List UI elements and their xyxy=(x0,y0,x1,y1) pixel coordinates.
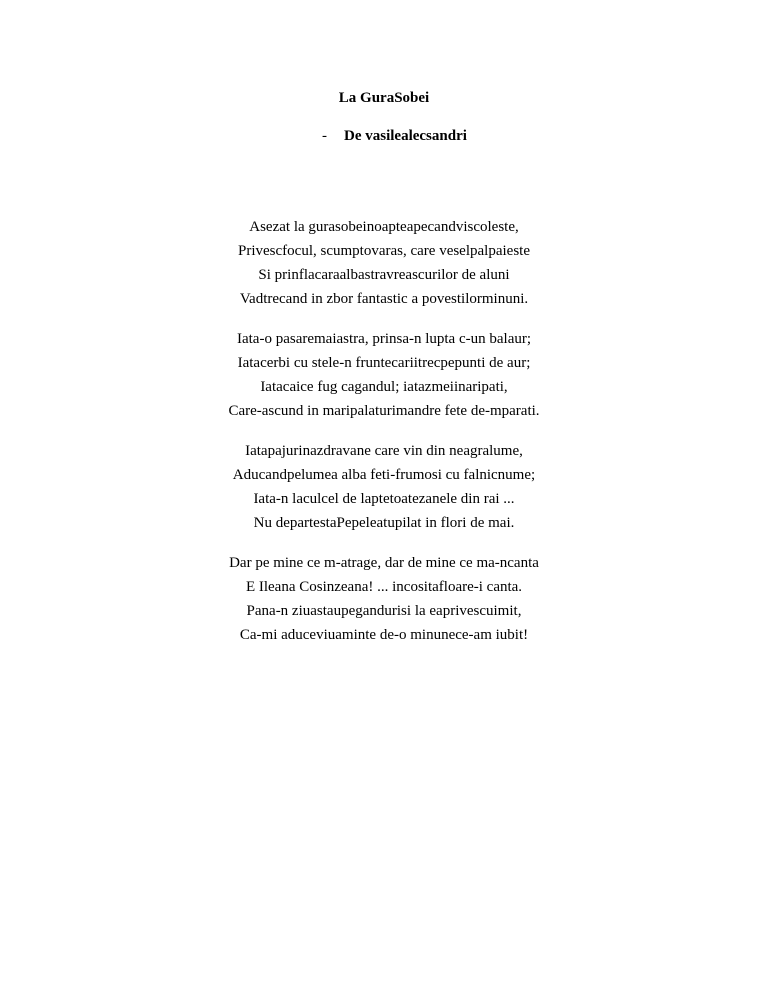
poem-line: Asezat la gurasobeinoapteapecandviscoleste, xyxy=(249,219,519,235)
poem-line: Si prinflacaraalbastravreascurilor de aluni xyxy=(258,267,510,283)
poem-line: Iatacaice fug cagandul; iatazmeiinaripati, xyxy=(260,379,508,395)
poem-line: Privescfocul, scumptovaras, care veselpalpaieste xyxy=(238,243,530,259)
poem-line: Nu departestaPepeleatupilat in flori de mai. xyxy=(253,515,515,531)
poem-line: Pana-n ziuastaupegandurisi la eaprivescuimit, xyxy=(246,603,522,619)
stanza-3 xyxy=(0,441,768,533)
poem-line: Iata-n laculcel de laptetoatezanele din rai ... xyxy=(253,491,515,507)
poem-line: Iatacerbi cu stele-n fruntecariitrecpepunti de aur; xyxy=(237,355,531,371)
poem-line: Care-ascund in maripalaturimandre fete de-mparati. xyxy=(228,403,540,419)
byline-author: De vasilealecsandri xyxy=(344,128,467,144)
poem-line: Ca-mi aduceviuaminte de-o minunece-am iubit! xyxy=(239,627,529,643)
stanza-1 xyxy=(0,217,768,309)
poem-line: Dar pe mine ce m-atrage, dar de mine ce ma-ncanta xyxy=(229,555,539,571)
author-byline xyxy=(322,126,467,146)
poem-line: Iata-o pasaremaiastra, prinsa-n lupta c-un balaur; xyxy=(236,331,532,347)
poem-line: E Ileana Cosinzeana! ... incositafloare-i canta. xyxy=(245,579,523,595)
stanza-4 xyxy=(0,553,768,645)
poem-title: La GuraSobei xyxy=(338,90,430,106)
poem-line: Vadtrecand in zbor fantastic a povestilorminuni. xyxy=(239,291,529,307)
stanza-2 xyxy=(0,329,768,421)
byline-dash: - xyxy=(322,128,327,144)
poem-line: Iatapajurinazdravane care vin din neagralume, xyxy=(245,443,523,459)
poem-body xyxy=(0,217,768,665)
poem-line: Aducandpelumea alba feti-frumosi cu falnicnume; xyxy=(232,467,536,483)
